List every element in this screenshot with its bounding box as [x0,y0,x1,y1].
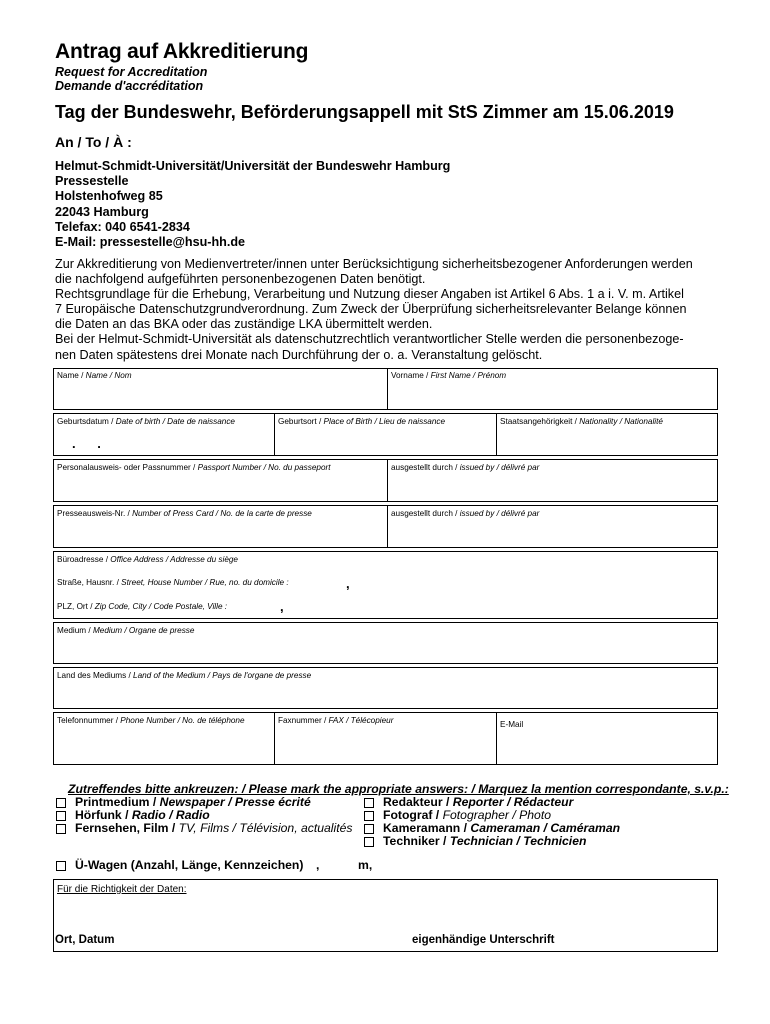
checkbox-techniker[interactable] [364,837,374,847]
email-field[interactable] [497,713,717,764]
notice-line: die nachfolgend aufgeführten personenbezogenen Daten benötigt. [55,272,426,287]
ue-wagen-comma: , [316,858,320,872]
street-label: Straße, Hausnr. / Street, House Number / Rue, no. du domicile : [57,578,289,587]
option-hoerfunk: Hörfunk / Radio / Radio [75,808,210,822]
street-comma: , [346,576,350,591]
place-date-label: Ort, Datum [55,934,115,946]
notice-line: Zur Akkreditierung von Medienvertreter/innen unter Berücksichtigung sicherheitsbezogener Anforderungen werden [55,257,693,271]
notice-line: 7 Europäische Datenschutzgrundverordnung. Zum Zweck der Überprüfung sicherheitsrelevanter Belange können [55,302,687,317]
address-line: Pressestelle [55,174,129,189]
office-address-label: Büroadresse / Office Address / Addresse du siège [57,555,238,564]
dob-label: Geburtsdatum / Date of birth / Date de naissance [57,417,235,426]
nationality-label: Staatsangehörigkeit / Nationality / Nationalité [500,417,663,426]
option-fotograf: Fotograf / Fotographer / Photo [383,808,551,822]
address-line: 22043 Hamburg [55,204,149,219]
address-line: Telefax: 040 6541-2834 [55,219,190,234]
option-kameramann: Kameramann / Cameraman / Caméraman [383,821,621,835]
option-fernsehen: Fernsehen, Film / TV, Films / Télévision, actualités [75,821,353,835]
checkbox-hoerfunk[interactable] [56,811,66,821]
option-redakteur: Redakteur / Reporter / Rédacteur [383,795,574,809]
fax-label: Faxnummer / FAX / Télécopieur [278,716,394,725]
to-label: An / To / À : [55,134,132,150]
country-label: Land des Mediums / Land of the Medium / Pays de l'organe de presse [57,671,312,680]
checkbox-kameramann[interactable] [364,824,374,834]
title-english: Request for Accreditation [55,65,208,79]
checkbox-fotograf[interactable] [364,811,374,821]
checkbox-redakteur[interactable] [364,798,374,808]
option-printmedium: Printmedium / Newspaper / Presse écrité [75,795,311,809]
selection-instruction: Zutreffendes bitte ankreuzen: / Please mark the appropriate answers: / Marquez la mention correspondante, s.v.p.: [68,782,729,796]
name-label: Name / Name / Nom [57,371,132,380]
first-name-label: Vorname / First Name / Prénom [391,371,507,380]
zip-comma: , [280,599,284,614]
passport-issuer-label: ausgestellt durch / issued by / délivré par [391,463,540,472]
signature-label: eigenhändige Unterschrift [412,934,555,946]
address-line: E-Mail: pressestelle@hsu-hh.de [55,235,246,250]
notice-line: Rechtsgrundlage für die Erhebung, Verarbeitung und Nutzung dieser Angaben ist Artikel 6 Abs. 1 a i. V. m. Artikel [55,287,684,302]
email-label: E-Mail [500,720,524,729]
medium-label: Medium / Medium / Organe de presse [57,626,195,635]
press-card-issuer-label: ausgestellt durch / issued by / délivré par [391,509,540,518]
zip-label: PLZ, Ort / Zip Code, City / Code Postale, Ville : [57,602,228,611]
dob-separators: . . [72,436,101,451]
ue-wagen-unit: m, [358,858,373,872]
address-line: Helmut-Schmidt-Universität/Universität der Bundeswehr Hamburg [55,159,451,173]
phone-label: Telefonnummer / Phone Number / No. de téléphone [57,716,245,725]
recipient-address [55,159,450,250]
event-title: Tag der Bundeswehr, Beförderungsappell mit StS Zimmer am 15.06.2019 [55,102,674,122]
option-techniker: Techniker / Technician / Technicien [383,834,587,848]
option-ue-wagen: Ü-Wagen (Anzahl, Länge, Kennzeichen) [75,858,304,872]
passport-label: Personalausweis- oder Passnummer / Passport Number / No. du passeport [57,463,331,472]
notice-line: die Daten an das BKA oder das zuständige LKA übermittelt werden. [55,317,433,332]
notice-line: Bei der Helmut-Schmidt-Universität als datenschutzrechtlich verantwortlicher Stelle werden die personenbezoge- [55,332,684,347]
checkbox-ue-wagen[interactable] [56,861,66,871]
checkbox-printmedium[interactable] [56,798,66,808]
checkbox-fernsehen[interactable] [56,824,66,834]
page-title: Antrag auf Akkreditierung [55,40,309,63]
title-french: Demande d'accréditation [55,79,204,93]
notice-line: nen Daten spätestens drei Monate nach Durchführung der o. a. Veranstaltung gelöscht. [55,347,543,362]
pob-label: Geburtsort / Place of Birth / Lieu de naissance [278,417,446,426]
address-line: Holstenhofweg 85 [55,189,163,204]
press-card-label: Presseausweis-Nr. / Number of Press Card / No. de la carte de presse [57,509,312,518]
privacy-notice [55,257,720,363]
confirm-label: Für die Richtigkeit der Daten: [57,884,187,895]
